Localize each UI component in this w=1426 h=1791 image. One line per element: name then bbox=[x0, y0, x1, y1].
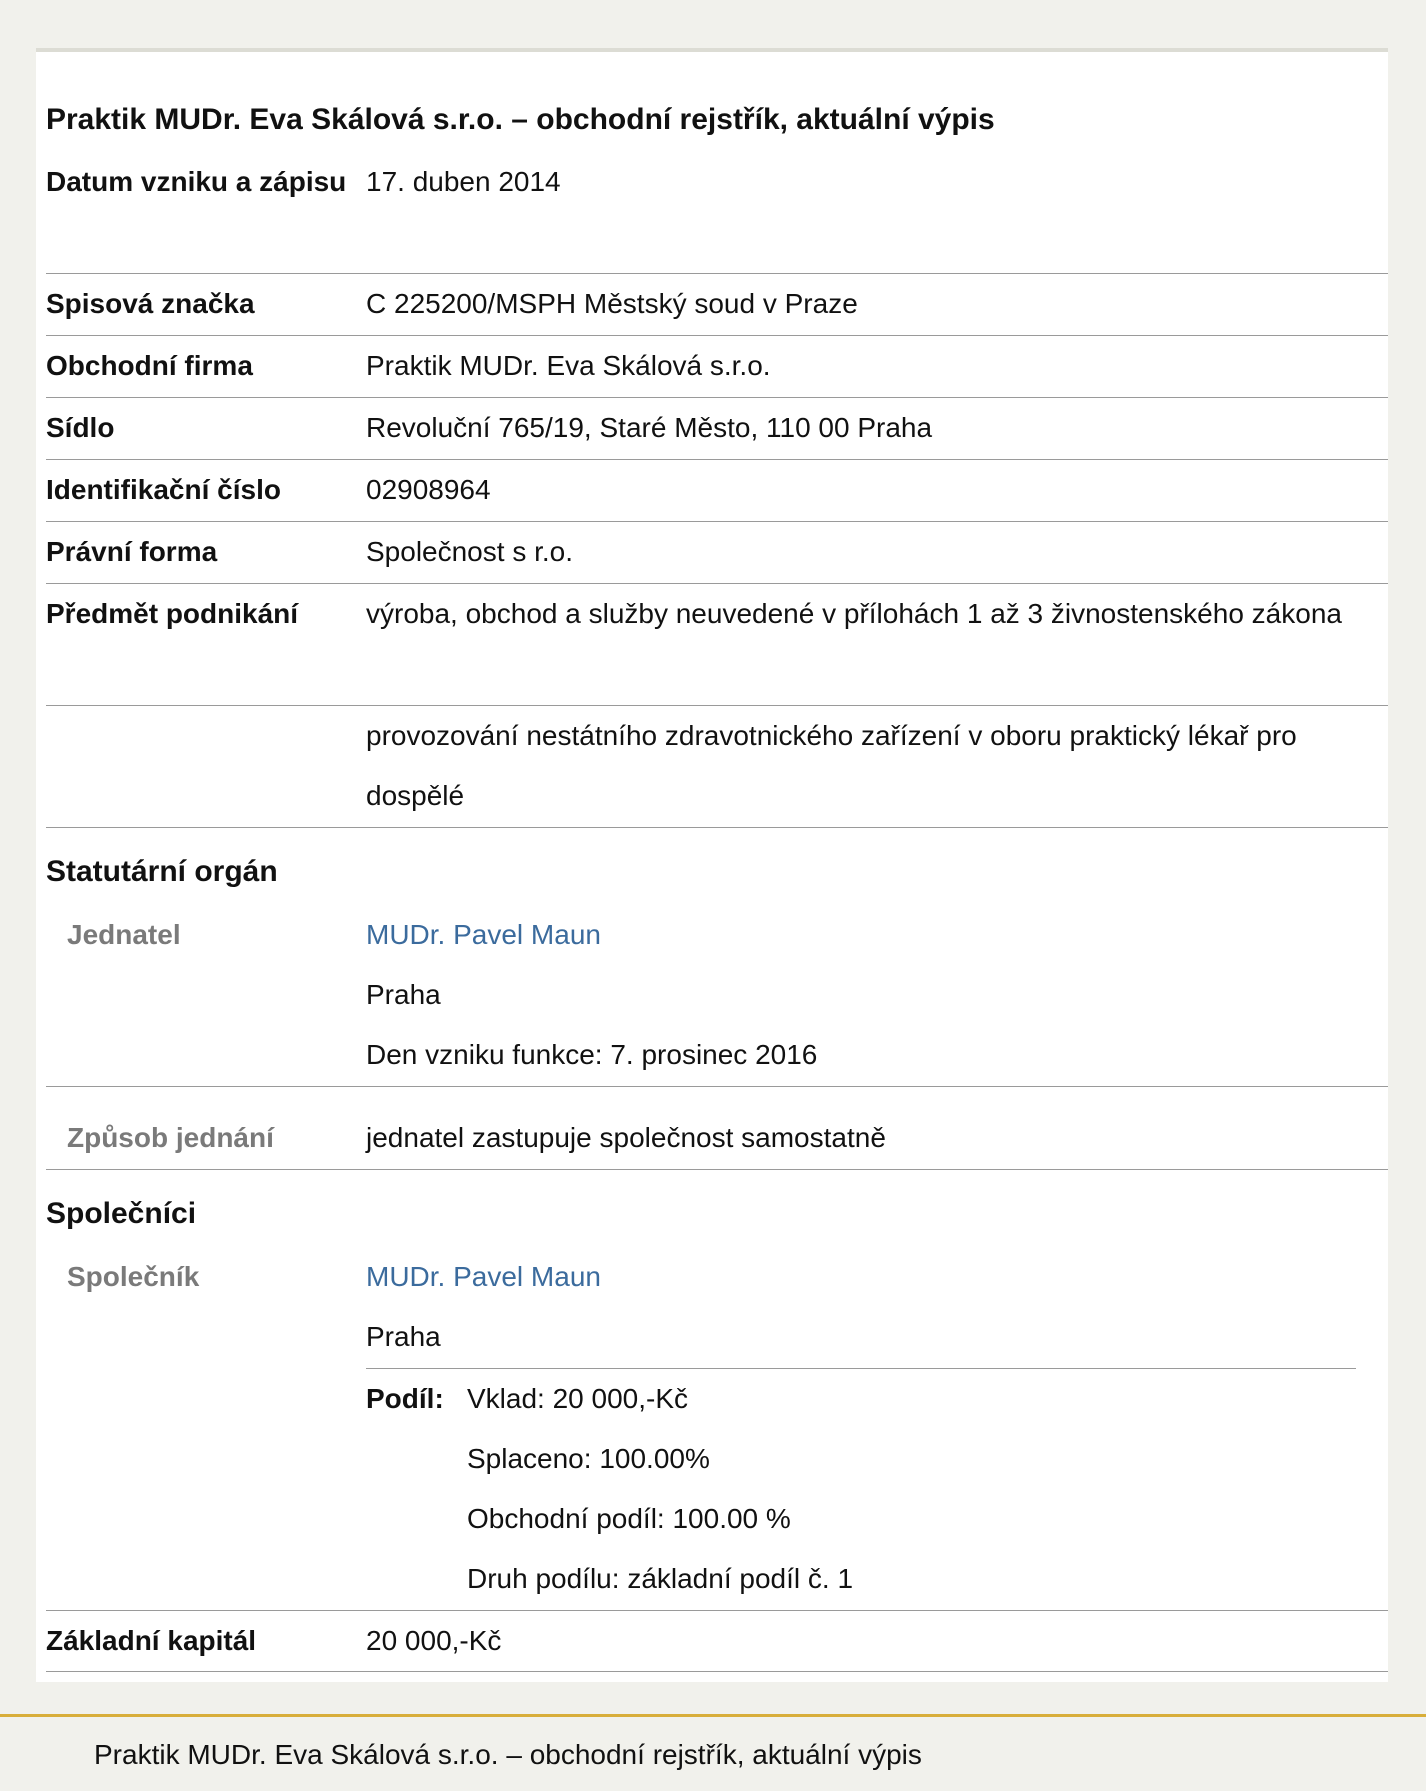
value-zakladni-kapital: 20 000,-Kč bbox=[366, 1625, 502, 1656]
label-zakladni-kapital: Základní kapitál bbox=[46, 1625, 257, 1656]
value-datum-vzniku: 17. duben 2014 bbox=[366, 166, 561, 197]
jednatel-name-link[interactable]: MUDr. Pavel Maun bbox=[366, 919, 601, 950]
label-empty bbox=[46, 706, 366, 827]
value-identifikacni-cislo: 02908964 bbox=[366, 474, 491, 505]
jednatel-city: Praha bbox=[366, 979, 441, 1010]
row-sidlo bbox=[46, 398, 1388, 460]
label-sidlo: Sídlo bbox=[46, 412, 115, 443]
spolecnik-name-link[interactable]: MUDr. Pavel Maun bbox=[366, 1261, 601, 1292]
label-identifikacni-cislo: Identifikační číslo bbox=[46, 474, 281, 505]
label-datum-vzniku: Datum vzniku a zápisu bbox=[46, 166, 347, 197]
label-spolecnik: Společník bbox=[67, 1261, 200, 1292]
section-spolecnici: Společníci bbox=[46, 1197, 197, 1230]
podil-druh: Druh podílu: základní podíl č. 1 bbox=[467, 1563, 854, 1594]
value-zpusob-jednani: jednatel zastupuje společnost samostatně bbox=[366, 1122, 886, 1153]
label-zpusob-jednani: Způsob jednání bbox=[67, 1122, 274, 1153]
section-statutarni-organ: Statutární orgán bbox=[46, 855, 278, 888]
spolecnik-city: Praha bbox=[366, 1321, 441, 1352]
value-predmet-podnikani-1: výroba, obchod a služby neuvedené v přílohách 1 až 3 živnostenského zákona bbox=[366, 598, 1342, 629]
row-datum-vzniku bbox=[46, 152, 1388, 274]
footer-title: Praktik MUDr. Eva Skálová s.r.o. – obchodní rejstřík, aktuální výpis bbox=[94, 1739, 922, 1770]
row-predmet-podnikani-2 bbox=[46, 706, 1388, 828]
row-spolecnik bbox=[46, 1247, 1388, 1367]
podil-obchodni: Obchodní podíl: 100.00 % bbox=[467, 1503, 791, 1534]
label-jednatel: Jednatel bbox=[67, 919, 181, 950]
row-zpusob-jednani bbox=[46, 1108, 1388, 1170]
value-pravni-forma: Společnost s r.o. bbox=[366, 536, 574, 567]
row-predmet-podnikani bbox=[46, 584, 1388, 706]
podil-vklad: Vklad: 20 000,-Kč bbox=[467, 1383, 689, 1414]
row-jednatel bbox=[46, 905, 1388, 1087]
row-obchodni-firma bbox=[46, 336, 1388, 398]
label-pravni-forma: Právní forma bbox=[46, 536, 218, 567]
label-predmet-podnikani: Předmět podnikání bbox=[46, 598, 299, 629]
podil-label: Podíl: bbox=[366, 1383, 444, 1414]
label-spisova-znacka: Spisová značka bbox=[46, 288, 255, 319]
value-obchodni-firma: Praktik MUDr. Eva Skálová s.r.o. bbox=[366, 350, 771, 381]
row-zakladni-kapital bbox=[46, 1610, 1388, 1672]
value-sidlo: Revoluční 765/19, Staré Město, 110 00 Praha bbox=[366, 412, 933, 443]
row-identifikacni-cislo bbox=[46, 460, 1388, 522]
footer-bar bbox=[0, 1714, 1426, 1791]
row-pravni-forma bbox=[46, 522, 1388, 584]
value-spisova-znacka: C 225200/MSPH Městský soud v Praze bbox=[366, 288, 858, 319]
row-spisova-znacka bbox=[46, 274, 1388, 336]
value-predmet-podnikani-2: provozování nestátního zdravotnického zařízení v oboru praktický lékař pro dospělé bbox=[366, 720, 1297, 811]
page-title: Praktik MUDr. Eva Skálová s.r.o. – obchodní rejstřík, aktuální výpis bbox=[46, 103, 995, 136]
podil-splaceno: Splaceno: 100.00% bbox=[467, 1443, 710, 1474]
jednatel-since: Den vzniku funkce: 7. prosinec 2016 bbox=[366, 1039, 818, 1070]
label-obchodni-firma: Obchodní firma bbox=[46, 350, 253, 381]
podil-block bbox=[366, 1368, 1356, 1609]
